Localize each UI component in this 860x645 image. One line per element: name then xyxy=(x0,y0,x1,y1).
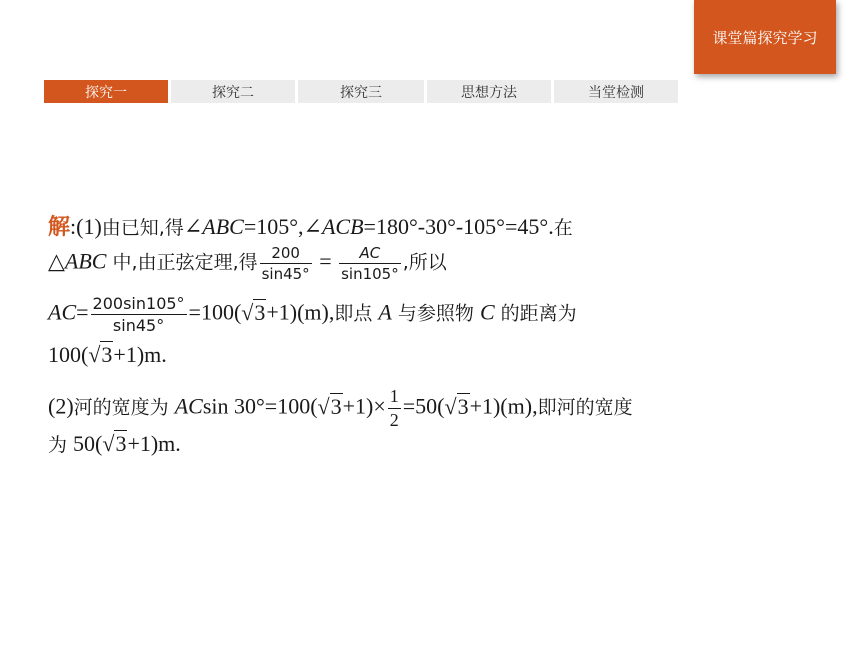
fraction-ac-sin105: $\frac{AC}{\sin 105^\circ}$ xyxy=(341,244,399,283)
fraction-200-sin45: $\frac{200}{\sin 45^\circ}$ xyxy=(261,244,310,283)
fraction-one-half: $\frac{1}{2}$ xyxy=(389,386,399,430)
tab-methods[interactable]: 思想方法 xyxy=(427,80,551,103)
solution-label: 解 xyxy=(48,215,71,240)
tab-explore-3[interactable]: 探究三 xyxy=(298,80,424,103)
sqrt-3: √3 xyxy=(102,431,127,456)
section-badge: 课堂篇探究学习 xyxy=(694,0,836,74)
sqrt-3: √3 xyxy=(317,393,342,419)
tab-explore-2[interactable]: 探究二 xyxy=(171,80,295,103)
solution-line-4: 100(√3+1)m. xyxy=(48,342,167,367)
solution-line-2: △ABC 中,由正弦定理,得 $\frac{200}{\sin 45^\circ}$ = $\frac{AC}{\sin 105^\circ}$ ,所以 xyxy=(48,244,447,283)
fraction-200sin105-sin45: $\frac{200\sin 105^\circ}{\sin 45^\circ}$ xyxy=(92,294,185,335)
solution-line-6: 为 50(√3+1)m. xyxy=(48,431,181,456)
tab-bar xyxy=(44,80,678,103)
solution-line-3: AC= $\frac{200\sin 105^\circ}{\sin 45^\circ}$ =100(√3+1)(m),即点 A 与参照物 C 的距离为 xyxy=(48,294,577,335)
tab-explore-1[interactable]: 探究一 xyxy=(44,80,168,103)
solution-line-5: (2)河的宽度为 ACsin 30°=100(√3+1)× $\frac{1}{2}$ =50(√3+1)(m),即河的宽度 xyxy=(48,386,633,430)
sqrt-3: √3 xyxy=(88,342,113,367)
sqrt-3: √3 xyxy=(444,393,469,419)
tab-class-test[interactable]: 当堂检测 xyxy=(554,80,678,103)
solution-line-1: 解:(1)由已知,得∠ABC=105°,∠ACB=180°-30°-105°=45°.在 xyxy=(48,214,573,240)
sqrt-3: √3 xyxy=(241,299,266,325)
